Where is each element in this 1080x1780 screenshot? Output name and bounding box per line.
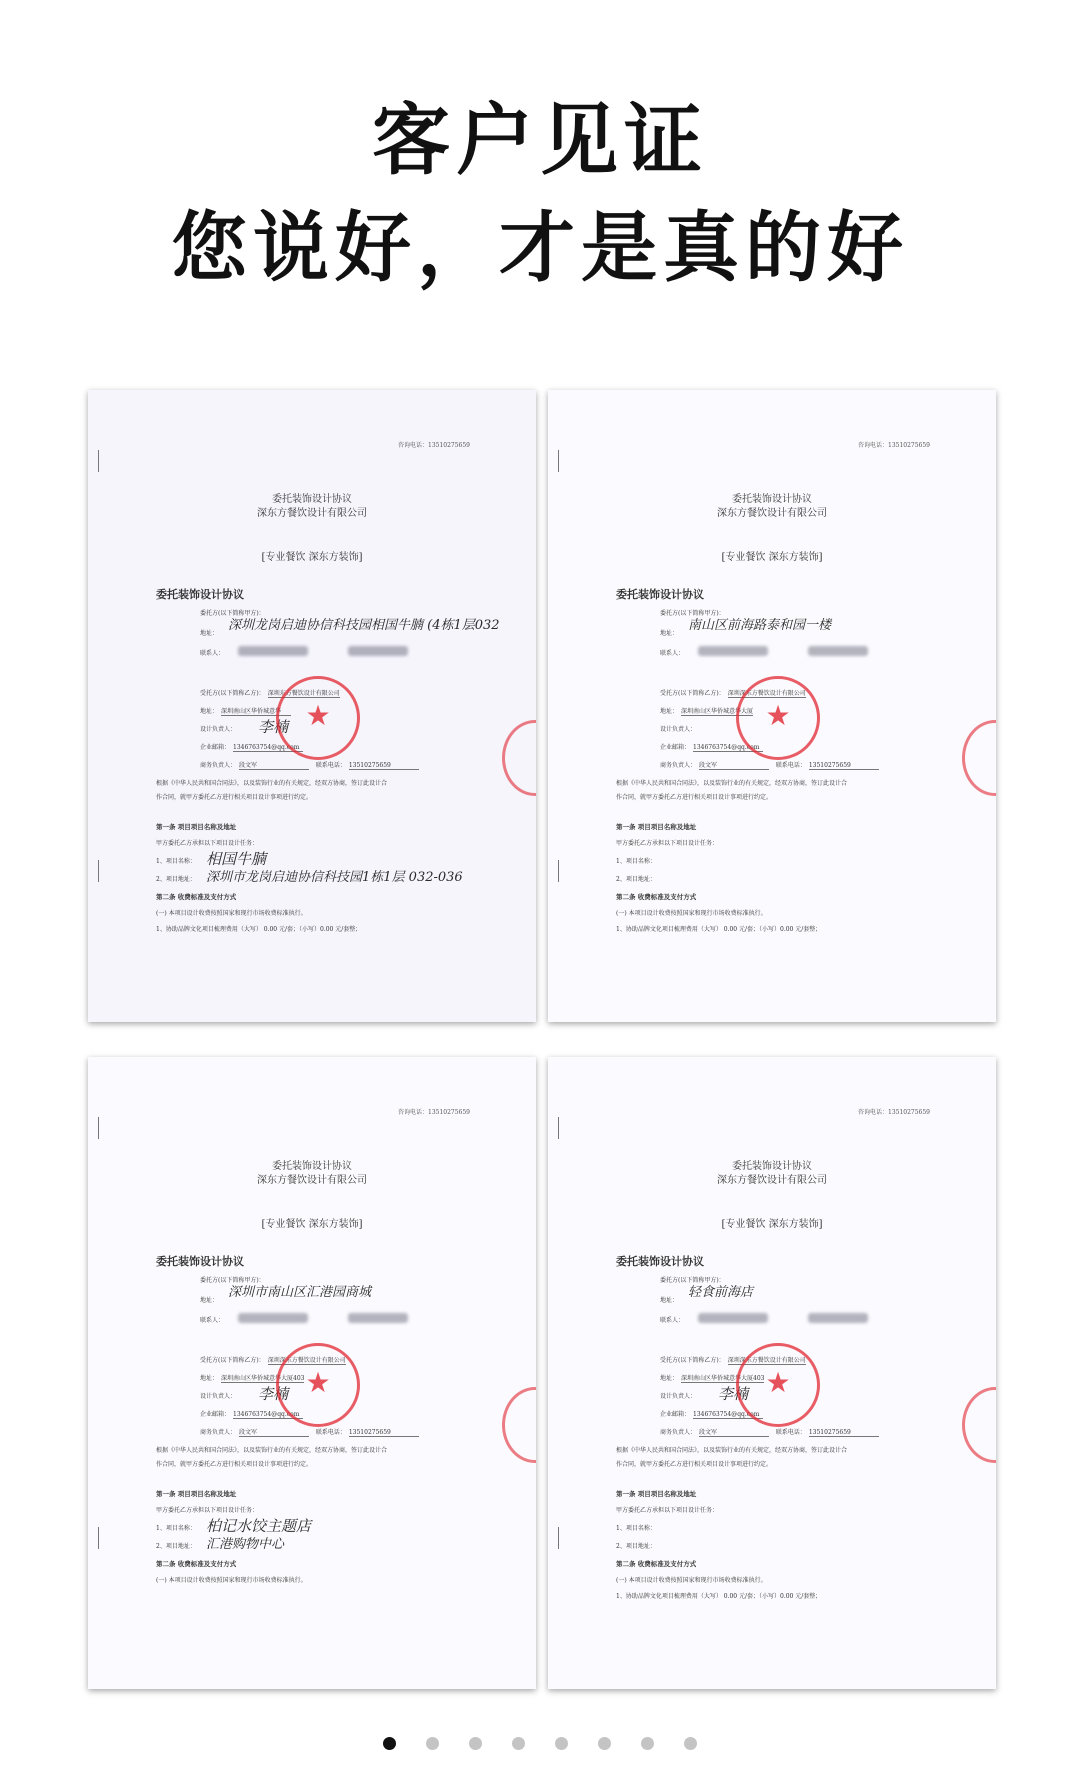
party-a-address-label: 地址：: [200, 630, 219, 637]
contract-paragraph: 作合同，就甲方委托乙方进行相关项目设计事项进行约定。: [156, 1461, 313, 1468]
section-heading: 第一条 项目项目名称及地址: [156, 1490, 237, 1498]
party-a-address-label: 地址：: [660, 1297, 679, 1304]
designer-label: 设计负责人：: [660, 726, 697, 733]
task-text: 甲方委托乙方承担以下项目设计任务：: [616, 840, 719, 847]
fee-text: (一) 本项目设计收费按照国家和现行市场收费标准执行。: [616, 1577, 767, 1584]
email-row: 企业邮箱： 1346763754@qq.com: [200, 742, 306, 752]
pagination-dot[interactable]: [426, 1737, 439, 1750]
email-row: 企业邮箱： 1346763754@qq.com: [200, 1409, 306, 1419]
item-name-label: 1、项目名称：: [156, 858, 196, 865]
item-name-handwriting: 相国牛腩: [206, 850, 267, 868]
company-seal: ★: [276, 1343, 360, 1427]
party-b-address: 地址： 深圳南山区华侨城意华大厦403: [200, 1375, 305, 1382]
agreement-heading: 委托装饰设计协议: [156, 1255, 244, 1268]
doc-banner: [专业餐饮 深东方装饰]: [261, 1219, 363, 1230]
fee-text: (一) 本项目设计收费按照国家和现行市场收费标准执行。: [156, 1577, 307, 1584]
doc-banner: [专业餐饮 深东方装饰]: [721, 1219, 823, 1230]
party-a-contact-label: 联系人：: [660, 1317, 685, 1324]
pagination-dot[interactable]: [641, 1737, 654, 1750]
doc-title: 委托装饰设计协议: [732, 494, 812, 505]
doc-banner: [专业餐饮 深东方装饰]: [721, 552, 823, 563]
contract-paragraph: 根据《中华人民共和国合同法》，以及装饰行业的有关规定，经双方协商，签订此设计合: [156, 1447, 388, 1454]
page-subtitle: 您说好，才是真的好: [171, 203, 909, 292]
item-name-label: 1、项目名称：: [156, 1525, 196, 1532]
redacted-phone: [808, 646, 868, 656]
party-b-label: 受托方(以下简称乙方)： 深圳东方餐饮设计有限公司: [200, 690, 340, 697]
party-a-label: 委托方(以下简称甲方)：: [200, 610, 265, 617]
contract-image[interactable]: [88, 390, 536, 1022]
company-name: 深东方餐饮设计有限公司: [717, 508, 827, 519]
party-a-contact-label: 联系人：: [200, 1317, 225, 1324]
designer-signature: 李楠: [258, 1385, 289, 1403]
section-heading: 第二条 收费标准及支付方式: [156, 893, 237, 901]
fee-text: 1、协助品牌文化项目梳理费用（大写） 0.00 元/套；（小写）0.00 元/套整；: [616, 1593, 822, 1600]
party-b-address: 地址： 深圳南山区华侨城意华大厦: [660, 708, 754, 715]
contract-paragraph: 作合同，就甲方委托乙方进行相关项目设计事项进行约定。: [156, 794, 313, 801]
company-name: 深东方餐饮设计有限公司: [717, 1175, 827, 1186]
party-a-handwriting: 深圳龙岗启迪协信科技园相国牛腩 (4栋1层032: [228, 618, 500, 633]
doc-banner: [专业餐饮 深东方装饰]: [261, 552, 363, 563]
section-heading: 第二条 收费标准及支付方式: [616, 1560, 697, 1568]
company-seal: ★: [736, 676, 820, 760]
redacted-phone: [808, 1313, 868, 1323]
item-address-label: 2、项目地址：: [156, 876, 196, 883]
margin-mark: [98, 860, 99, 882]
pagination-dot[interactable]: [383, 1737, 396, 1750]
party-a-handwriting: 轻食前海店: [688, 1285, 754, 1300]
designer-signature: 李楠: [718, 1385, 749, 1403]
margin-mark: [98, 1527, 99, 1549]
agreement-heading: 委托装饰设计协议: [616, 588, 704, 601]
fee-text: (一) 本项目设计收费按照国家和现行市场收费标准执行。: [156, 910, 307, 917]
contract-image[interactable]: [548, 390, 996, 1022]
contract-image[interactable]: [88, 1057, 536, 1689]
email-row: 企业邮箱： 1346763754@qq.com: [660, 1409, 766, 1419]
doc-title: 委托装饰设计协议: [272, 1161, 352, 1172]
item-address-handwriting: 深圳市龙岗启迪协信科技园1栋1层 032-036: [206, 870, 463, 885]
consult-phone: 咨询电话：13510275659: [398, 1109, 470, 1116]
redacted-contact: [238, 1313, 308, 1323]
company-name: 深东方餐饮设计有限公司: [257, 508, 367, 519]
pagination-dot[interactable]: [598, 1737, 611, 1750]
margin-mark: [98, 450, 99, 472]
item-address-handwriting: 汇港购物中心: [206, 1537, 285, 1552]
company-seal: ★: [736, 1343, 820, 1427]
designer-signature: 李楠: [258, 718, 289, 736]
doc-title: 委托装饰设计协议: [732, 1161, 812, 1172]
agreement-heading: 委托装饰设计协议: [616, 1255, 704, 1268]
redacted-contact: [238, 646, 308, 656]
fee-text: (一) 本项目设计收费按照国家和现行市场收费标准执行。: [616, 910, 767, 917]
party-b-address: 地址： 深圳南山区华侨城意华: [200, 706, 294, 716]
party-a-label: 委托方(以下简称甲方)：: [660, 1277, 725, 1284]
party-b-label: 受托方(以下简称乙方)： 深圳深东方餐饮设计有限公司: [660, 1357, 806, 1364]
company-seal: ★: [276, 676, 360, 760]
manager-row: 商务负责人： 段文军 联系电话： 13510275659: [660, 760, 882, 770]
item-address-label: 2、项目地址：: [156, 1543, 196, 1550]
margin-mark: [558, 450, 559, 472]
doc-title: 委托装饰设计协议: [272, 494, 352, 505]
section-heading: 第一条 项目项目名称及地址: [616, 1490, 697, 1498]
fee-text: 1、协助品牌文化项目梳理费用（大写） 0.00 元/套；（小写）0.00 元/套整；: [616, 926, 822, 933]
redacted-contact: [698, 1313, 768, 1323]
margin-mark: [558, 1117, 559, 1139]
page-title: 客户见证: [371, 96, 708, 186]
contract-paragraph: 作合同，就甲方委托乙方进行相关项目设计事项进行约定。: [616, 794, 773, 801]
edge-seal: [502, 720, 536, 796]
edge-seal: [962, 1387, 996, 1463]
designer-label: 设计负责人：: [660, 1393, 697, 1400]
section-heading: 第二条 收费标准及支付方式: [616, 893, 697, 901]
pagination-dot[interactable]: [555, 1737, 568, 1750]
designer-label: 设计负责人：: [200, 726, 237, 733]
consult-phone: 咨询电话：13510275659: [398, 442, 470, 449]
party-a-label: 委托方(以下简称甲方)：: [660, 610, 725, 617]
party-a-contact-label: 联系人：: [660, 650, 685, 657]
pagination-dot[interactable]: [684, 1737, 697, 1750]
party-b-label: 受托方(以下简称乙方)： 深圳深东方餐饮设计有限公司: [200, 1357, 346, 1364]
manager-row: 商务负责人： 段文军 联系电话： 13510275659: [200, 760, 422, 770]
contract-image[interactable]: [548, 1057, 996, 1689]
task-text: 甲方委托乙方承担以下项目设计任务：: [156, 840, 259, 847]
manager-row: 商务负责人： 段文军 联系电话： 13510275659: [660, 1427, 882, 1437]
item-name-label: 1、项目名称：: [616, 1525, 656, 1532]
party-a-address-label: 地址：: [200, 1297, 219, 1304]
contract-paragraph: 根据《中华人民共和国合同法》，以及装饰行业的有关规定，经双方协商，签订此设计合: [156, 780, 388, 787]
margin-mark: [98, 1117, 99, 1139]
redacted-phone: [348, 646, 408, 656]
party-a-address-label: 地址：: [660, 630, 679, 637]
fee-text: 1、协助品牌文化项目梳理费用（大写） 0.00 元/套；（小写）0.00 元/套整；: [156, 926, 362, 933]
party-b-address: 地址： 深圳南山区华侨城意华大厦403: [660, 1375, 765, 1382]
contract-paragraph: 作合同，就甲方委托乙方进行相关项目设计事项进行约定。: [616, 1461, 773, 1468]
manager-row: 商务负责人： 段文军 联系电话： 13510275659: [200, 1427, 422, 1437]
margin-mark: [558, 1527, 559, 1549]
company-name: 深东方餐饮设计有限公司: [257, 1175, 367, 1186]
item-name-handwriting: 柏记水饺主题店: [206, 1517, 312, 1535]
item-address-label: 2、项目地址：: [616, 1543, 656, 1550]
party-a-label: 委托方(以下简称甲方)：: [200, 1277, 265, 1284]
email-row: 企业邮箱： 1346763754@qq.com: [660, 742, 766, 752]
redacted-phone: [348, 1313, 408, 1323]
consult-phone: 咨询电话：13510275659: [858, 442, 930, 449]
task-text: 甲方委托乙方承担以下项目设计任务：: [616, 1507, 719, 1514]
agreement-heading: 委托装饰设计协议: [156, 588, 244, 601]
party-a-contact-label: 联系人：: [200, 650, 225, 657]
consult-phone: 咨询电话：13510275659: [858, 1109, 930, 1116]
edge-seal: [502, 1387, 536, 1463]
item-name-label: 1、项目名称：: [616, 858, 656, 865]
contract-paragraph: 根据《中华人民共和国合同法》，以及装饰行业的有关规定，经双方协商，签订此设计合: [616, 780, 848, 787]
edge-seal: [962, 720, 996, 796]
designer-label: 设计负责人：: [200, 1393, 237, 1400]
section-heading: 第一条 项目项目名称及地址: [156, 823, 237, 831]
section-heading: 第二条 收费标准及支付方式: [156, 1560, 237, 1568]
item-address-label: 2、项目地址：: [616, 876, 656, 883]
carousel-pagination: [0, 1737, 1080, 1751]
margin-mark: [558, 860, 559, 882]
party-b-label: 受托方(以下简称乙方)： 深圳深东方餐饮设计有限公司: [660, 690, 806, 697]
redacted-contact: [698, 646, 768, 656]
party-a-handwriting: 深圳市南山区汇港园商城: [228, 1285, 372, 1300]
section-heading: 第一条 项目项目名称及地址: [616, 823, 697, 831]
contract-paragraph: 根据《中华人民共和国合同法》，以及装饰行业的有关规定，经双方协商，签订此设计合: [616, 1447, 848, 1454]
task-text: 甲方委托乙方承担以下项目设计任务：: [156, 1507, 259, 1514]
pagination-dot[interactable]: [469, 1737, 482, 1750]
party-a-handwriting: 南山区前海路泰和园一楼: [688, 618, 832, 633]
pagination-dot[interactable]: [512, 1737, 525, 1750]
